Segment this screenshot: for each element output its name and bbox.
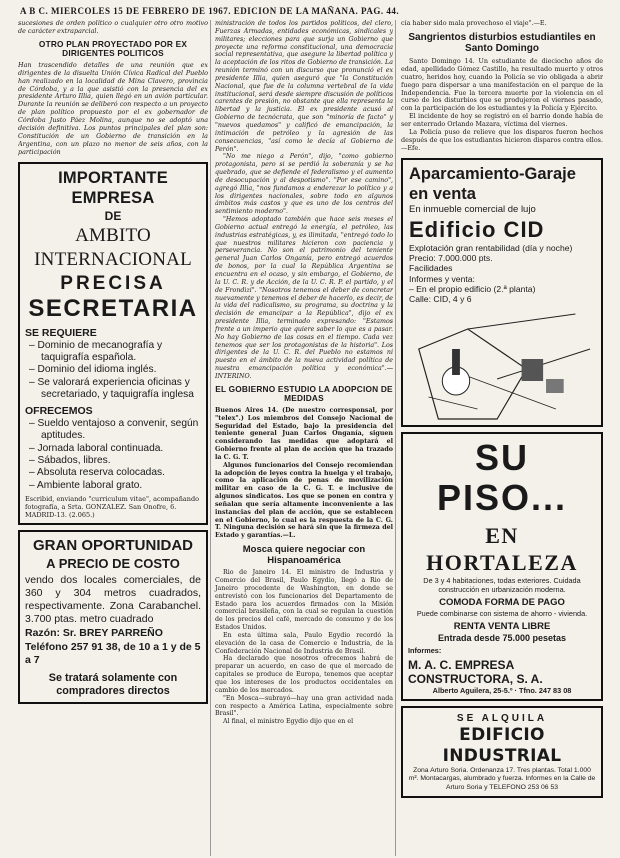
- article-paragraph: Rio de Janeiro 14. El ministro de Industria y Comercio del Brasil, Paulo Egydio, llegó a Rio de Janeiro procedente de Washington, en donde se entrevistó con los funcionarios del Departamento de Estado para los acuerdos firmados con la Misión comercial brasileña, con la cual se regulan la cuestión de los precios del café, mercado de consumo y de los Estados Unidos.: [215, 569, 393, 632]
- col1-article: Han trascendido detalles de una reunión que ex dirigentes de la disuelta Unión Cívica Radical del Pueblo han realizado en la localidad de Mina Clavero, provincia de Córdoba, y a la que asistió con la presencia del ex presidente Arturo Illia, quien llegó en un avión particular. Durante la reunión se deliberó con respecto a un proyecto de plan político propuesto por el ex gobernador de Córdoba Justo Páez Molina, aunque no se adoptó una decisión definitiva. Los puntos principales del plan son: Constitución de un Gobierno de transición en la Argentina, con un plazo no menor de seis años, con la participación: [18, 60, 208, 156]
- info-label: Informes:: [408, 645, 442, 655]
- ad-subtitle: A PRECIO DE COSTO: [46, 555, 180, 571]
- ad-line: Informes y venta:: [409, 273, 475, 284]
- ad-footer: Escribid, enviando "curriculum vitae", acompañando fotografía, a Srta. GONZALEZ. San Onofre, 6. MADRID-13. (2.065.): [25, 494, 200, 519]
- ad-title: GRAN OPORTUNIDAD: [33, 536, 193, 554]
- article-paragraph: En esta última sala, Paulo Egydio recordó la elevación de la casa de Comercio e Industria, de la Confederación Nacional de Industria de Brasil.: [215, 631, 393, 655]
- requirement-item: – Dominio del idioma inglés.: [29, 364, 157, 376]
- requirement-item: – Dominio de mecanografía y taquigrafía española.: [29, 339, 163, 363]
- col1-headline: OTRO PLAN PROYECTADO POR EX DIRIGENTES POLITICOS: [38, 38, 188, 59]
- article-paragraph: ministración de todos los partidos políticos, del clero, Fuerzas Armadas, entidades económicas, sindicales y militares; elecciones para que surja un Gobierno que proyecte una reforma constitucional, una democracia social representativa, que asegure la libertad política y la aceptación de los ritos de Gobierno de transición. La reunión terminó con un discurso que pronunció el ex presidente Illia, quien aseguró que "la Constitución Nacional, que fue de la columna vertebral de la vida institucional, será desde siempre discusión de políticos carentes de presión, no obstante que ella representa la libertad y la justicia. El ex presidente acusó al Gobierno de tecnócrata, que son "minoría de facto" y "nuevos quedamos" y calificó de emancipación, la intimación de petróleo y la agresión de las consecuencias, "así como le decía al Gobierno de Perón".: [215, 20, 393, 153]
- col3-headline: Sangrientos disturbios estudiantiles en Santo Domingo: [408, 31, 596, 55]
- offer-item: – Sueldo ventajoso a convenir, según aptitudes.: [29, 418, 199, 442]
- ad-title: SE ALQUILA: [456, 712, 548, 724]
- col2-headline-2: Mosca quiere negociar con Hispanoamérica: [242, 544, 366, 567]
- offer-item: – Absoluta reserva colocadas.: [29, 467, 165, 479]
- ad-telephone: Teléfono 257 91 38, de 10 a 1 y de 5 a 7: [25, 640, 201, 666]
- ad-title: SU PISO...: [436, 436, 568, 518]
- column-3: [395, 20, 603, 856]
- ad-line: Calle: CID, 4 y 6: [409, 294, 472, 305]
- ad-precisa: PRECISA: [60, 272, 166, 294]
- ad-line: Explotación gran rentabilidad (día y noche): [409, 242, 573, 253]
- ad-line: – En el propio edificio (2.ª planta): [409, 283, 536, 294]
- ad-de: DE: [104, 208, 122, 223]
- payment-heading: COMODA FORMA DE PAGO: [439, 596, 565, 608]
- column-1: [18, 20, 208, 856]
- ad-title: Aparcamiento-Garaje en venta: [409, 164, 576, 203]
- ad-building: EDIFICIO INDUSTRIAL: [442, 724, 562, 766]
- apartment-sale-ad: [401, 432, 603, 701]
- article-paragraph: "Hemos adoptado también que hace seis meses el Gobierno actual entregó la energía, el petróleo, las industrias estratégicas, y, es ilimitada, "entregó todo lo que nuestros militares hicieron con paciencia y perseverancia. No son el patrimonio del teniente general Juan Carlos Onganía, pero entregó acuerdos de bonos, por la cual la República Argentina se encuentra en el ocaso, y sin embargo, el Gobierno, de la U. C. R. y de Acción, de la U. C. R. P. el partido, y el de Frondizi". "Nosotros tenemos el deber de concretar nuevamente y tenemos el deber de hacerlo, es decir, de la vida del radicalismo, su programa, su doctrina y la decisión de emancipar a la República", dijo el ex presidente Illia, terminado expresando: "Estamos frente a un imperio que quiere saber lo que es a pasar. No hay Gobierno de las cosas en el tiempo. Cada vez tenemos que ser los protagonistas de la historia". Los dirigentes de la U. C. R. del Pueblo no estamos ni puesto en el ámbito de la nueva actividad política de nuestra emancipación política y económica".—INTERINO.: [215, 216, 393, 380]
- offers-label: OFRECEMOS: [25, 405, 93, 418]
- ad-line: Facilidades: [409, 263, 453, 274]
- ad-body: Zona Arturo Soria. Ordenanza 17. Tres plantas. Total 1.000 m². Montacargas, alumbrado y fuerza. Informes en la Calle de Arturo Soria y TELEFONO 253 06 53: [408, 766, 596, 791]
- ad-secretaria: SECRETARIA: [28, 294, 198, 322]
- article-paragraph: La Policía puso de relieve que los disparos fueron hechos después de que los estudiantes hicieron disparos contra ellos.—Efe.: [401, 128, 603, 152]
- ad-building-name: Edificio CID: [409, 216, 545, 242]
- article-paragraph: "No me niego a Perón", dijo, "como gobierno protagonista, pero si se perdió la soberanía y se ha quebrado, que se defiende el federalismo y el aumento de desocupación y al despotismo". "Por ese camino", agregó Illia, "nos fundamos a enderezar lo político y a los dirigentes nacionales, sobre todo en algunos ámbitos más castos y que es uno de los centros del sentimiento moderno".: [215, 153, 393, 216]
- ad-contact: [25, 627, 201, 640]
- requirement-item: – Se valorará experiencia oficinas y secretariado, y taquigrafía inglesa: [29, 376, 194, 400]
- offer-item: – Ambiente laboral grato.: [29, 479, 143, 491]
- page-header: A B C. MIERCOLES 15 DE FEBRERO DE 1967. EDICION DE LA MAÑANA. PAG. 44.: [20, 6, 400, 16]
- ad-ambito: AMBITO INTERNACIONAL: [34, 224, 192, 270]
- garage-sale-ad: [401, 158, 603, 427]
- offer-item: – Sábados, libres.: [29, 455, 111, 467]
- company-name: M. A. C. EMPRESA CONSTRUCTORA, S. A.: [408, 657, 543, 686]
- industrial-building-ad: [401, 706, 603, 799]
- requirements-label: SE REQUIERE: [25, 326, 97, 339]
- article-paragraph: Buenos Aires 14. (De nuestro corresponsal, por "telex".) Los miembros del Consejo Nacional de Seguridad del Estado, bajo la presidencia del teniente general Juan Carlos Onganía, siguen considerando las medidas que adoptará el Gobierno frente al plan de acción que ha trazado la C. G. T.: [215, 406, 393, 461]
- secretary-job-ad: [18, 162, 208, 525]
- offer-item: – Jornada laboral continuada.: [29, 442, 164, 454]
- ad-location: EN HORTALEZA: [426, 522, 578, 575]
- col2-headline: EL GOBIERNO ESTUDIO LA ADOPCION DE MEDIDAS: [215, 383, 393, 404]
- article-paragraph: "En Mosca—subrayó—hay una gran actividad nada con respecto a América Latina, especialmente sobre Brasil".: [215, 694, 393, 718]
- col1-intro: sucesiones de orden político o cualquier otro otro motivo de carácter extraparcial.: [18, 20, 208, 35]
- article-paragraph: Al final, el ministro Egydio dijo que en el: [223, 718, 354, 726]
- column-2: [210, 20, 393, 856]
- article-paragraph: Ha declarado que nosotros ofrecemos habrá de preparar un acuerdo, en caso de que el mercado de capitales se produce de Europa, tenemos que aceptar que los intereses de los productos occidentales en cambio de los mercados.: [215, 655, 393, 694]
- col3-intro: cía haber sido mala provechoso el viaje".—E.: [401, 20, 547, 27]
- ad-body: De 3 y 4 habitaciones, todas exteriores. Cuidada construcción en urbanización moderna.: [423, 575, 581, 594]
- payment-body: Puede combinarse con sistema de ahorro - vivienda.: [416, 608, 588, 618]
- article-paragraph: Algunos funcionarios del Consejo recomiendan la adopción de leyes contra la huelga y el trabajo, como la aplicación de penas de movilización militar en caso de la C. G. T. e inclusive de algunos sindicatos. Los que se ponen en contra y señalan que sería altamente inconveniente a las instancias del plan de acción, que se establecen en el Gobierno, lo cual es la respuesta de la C. G. T. Ninguna decisión se hará sin que la firmeza del Estado y garantías.—L.: [215, 461, 393, 540]
- ad-footer: Se tratará solamente con compradores directos: [48, 671, 178, 697]
- ad-body: vendo dos locales comerciales, de 360 y 304 metros cuadrados, respectivamente. Zona Carabanchel. 3.700 ptas. metro cuadrado: [25, 573, 201, 625]
- razon-name: Sr. BREY PARREÑO: [62, 626, 163, 639]
- commercial-premises-ad: [18, 530, 208, 704]
- company-address: Alberto Aguilera, 25-5.º · Tfno. 247 83 08: [432, 685, 572, 695]
- ad-subtitle: En inmueble comercial de lujo: [409, 203, 536, 215]
- article-paragraph: Santo Domingo 14. Un estudiante de dieciocho años de edad, apellidado Gómez Castillo, ha resultado muerto y otros cuatro, heridos hoy, cuando la Policía se vio obligada a abrir fuego para dispersar a una manifestación en el parque de la Independencia. Fue la tercera muerte por la violencia en el curso de los disturbios que se produjeron el viernes pasado, con la participación de los estudiantes y la Policía y Ejército.: [401, 56, 603, 113]
- razon-label: Razón:: [25, 626, 60, 639]
- location-map-illustration: [409, 309, 595, 421]
- rent-heading: RENTA VENTA LIBRE: [453, 620, 551, 632]
- entrance-price: Entrada desde 75.000 pesetas: [437, 632, 567, 643]
- ad-title: IMPORTANTE EMPRESA: [58, 168, 168, 207]
- ad-line: Precio: 7.000.000 pts.: [409, 253, 493, 264]
- article-paragraph: El incidente de hoy se registró en el barrio donde había de ser enterrado Orlando Mazara, víctima del viernes.: [401, 112, 603, 129]
